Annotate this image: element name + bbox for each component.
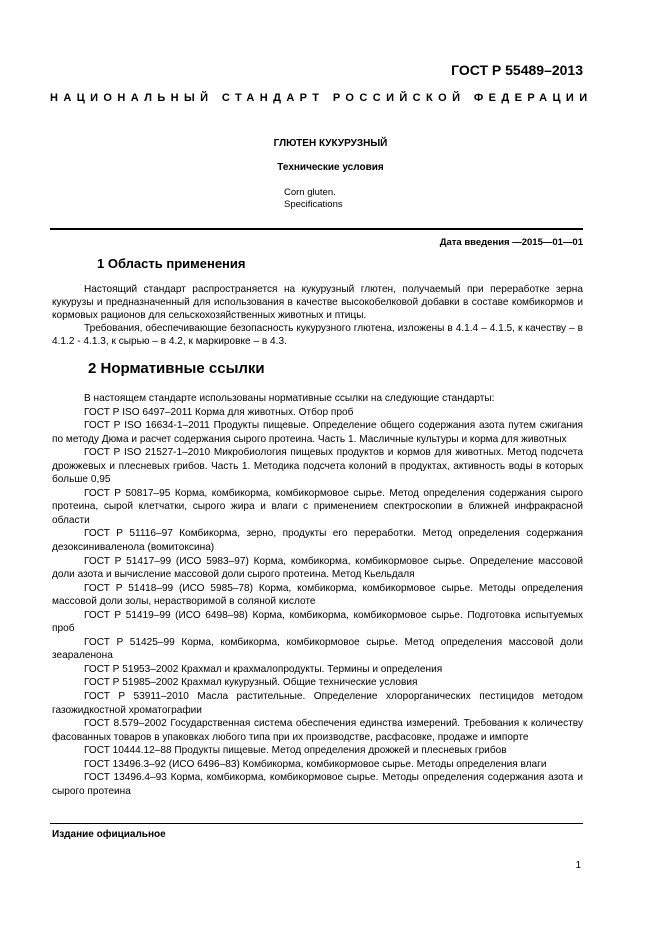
section-1-heading: 1 Область применения [97, 256, 246, 271]
introduction-date: Дата введения —2015—01—01 [439, 237, 583, 248]
national-standard-banner: НАЦИОНАЛЬНЫЙ СТАНДАРТ РОССИЙСКОЙ ФЕДЕРАЦИИ [50, 92, 593, 104]
footer-divider [50, 823, 583, 824]
reference-item: ГОСТ Р 51425–99 Корма, комбикорма, комбикормовое сырье. Метод определения массовой доли зеараленона [52, 636, 583, 662]
reference-item: ГОСТ Р 51419–99 (ИСО 6498–98) Корма, комбикорма, комбикормовое сырье. Подготовка испытуемых проб [52, 609, 583, 635]
paragraph: В настоящем стандарте использованы нормативные ссылки на следующие стандарты: [84, 393, 495, 404]
reference-item: ГОСТ Р 51418–99 (ИСО 5985–78) Корма, комбикорма, комбикормовое сырье. Методы определения массовой доли золы, нерастворимой в соляной кислоте [52, 582, 583, 608]
english-title-line-2: Specifications [284, 199, 343, 210]
paragraph: Требования, обеспечивающие безопасность кукурузного глютена, изложены в 4.1.4 – 4.1.5, к качеству – в 4.1.2 - 4.1.3, к сырью – в 4.2, к маркировке – в 4.3. [52, 323, 583, 348]
document-subtitle: Технические условия [277, 162, 384, 173]
paragraph: Настоящий стандарт распространяется на кукурузный глютен, получаемый при переработке зерна кукурузы и предназначенный для использования в качестве высокобелковой добавки в составе комбикормов и кормовых рационов для сельскохозяйственных животных и птицы. [52, 284, 583, 322]
header-divider [50, 228, 583, 230]
reference-item: ГОСТ Р ISO 16634-1–2011 Продукты пищевые. Определение общего содержания азота путем сжигания по методу Дюма и расчет содержания сырого протеина. Часть 1. Масличные культуры и корма для животных [52, 420, 583, 445]
reference-item: ГОСТ Р 51116–97 Комбикорма, зерно, продукты его переработки. Метод определения содержания дезоксиниваленола (вомитоксина) [52, 528, 583, 554]
english-title [284, 187, 343, 211]
reference-item: ГОСТ 8.579–2002 Государственная система обеспечения единства измерений. Требования к количеству фасованных товаров в упаковках любого типа при их производстве, расфасовке, продаже и импорте [52, 718, 583, 743]
section-1-body [52, 283, 583, 348]
document-title: ГЛЮТЕН КУКУРУЗНЫЙ [273, 138, 388, 149]
official-edition-label: Издание официальное [52, 829, 166, 840]
reference-item: ГОСТ Р 53911–2010 Масла растительные. Определение хлорорганических пестицидов методом газожидкостной хроматографии [52, 691, 583, 716]
reference-item: ГОСТ 10444.12–88 Продукты пищевые. Метод определения дрожжей и плесневых грибов [84, 745, 507, 757]
reference-item: ГОСТ Р ISO 21527-1–2010 Микробиология пищевых продуктов и кормов для животных. Метод подсчета дрожжевых и плесневых грибов. Часть 1. Методика подсчета колоний в продуктах, активность воды в которых больше 0,95 [52, 447, 583, 486]
reference-item: ГОСТ Р 51953–2002 Крахмал и крахмалопродукты. Термины и определения [84, 663, 443, 675]
page-number: 1 [575, 860, 581, 871]
reference-item: ГОСТ Р ISO 6497–2011 Корма для животных. Отбор проб [84, 406, 354, 418]
section-2-heading: 2 Нормативные ссылки [88, 360, 265, 377]
reference-item: ГОСТ 13496.3–92 (ИСО 6496–83) Комбикорма, комбикормовое сырье. Методы определения влаги [84, 758, 547, 770]
reference-item: ГОСТ Р 51985–2002 Крахмал кукурузный. Общие технические условия [84, 677, 418, 689]
english-title-line-1: Corn gluten. [284, 187, 336, 198]
reference-item: ГОСТ Р 51417–99 (ИСО 5983–97) Корма, комбикорма, комбикормовое сырье. Определение массовой доли азота и вычисление массовой доли сырого протеина. Метод Кьельдаля [52, 555, 583, 581]
section-2-body [52, 392, 583, 798]
reference-item: ГОСТ 13496.4–93 Корма, комбикорма, комбикормовое сырье. Методы определения содержания азота и сырого протеина [52, 772, 583, 797]
reference-item: ГОСТ Р 50817–95 Корма, комбикорма, комбикормовое сырье. Метод определения содержания сырого протеина, сырой клетчатки, сырого жира и влаги с применением спектроскопии в ближней инфракрасной области [52, 487, 583, 526]
document-code: ГОСТ Р 55489–2013 [451, 62, 583, 78]
